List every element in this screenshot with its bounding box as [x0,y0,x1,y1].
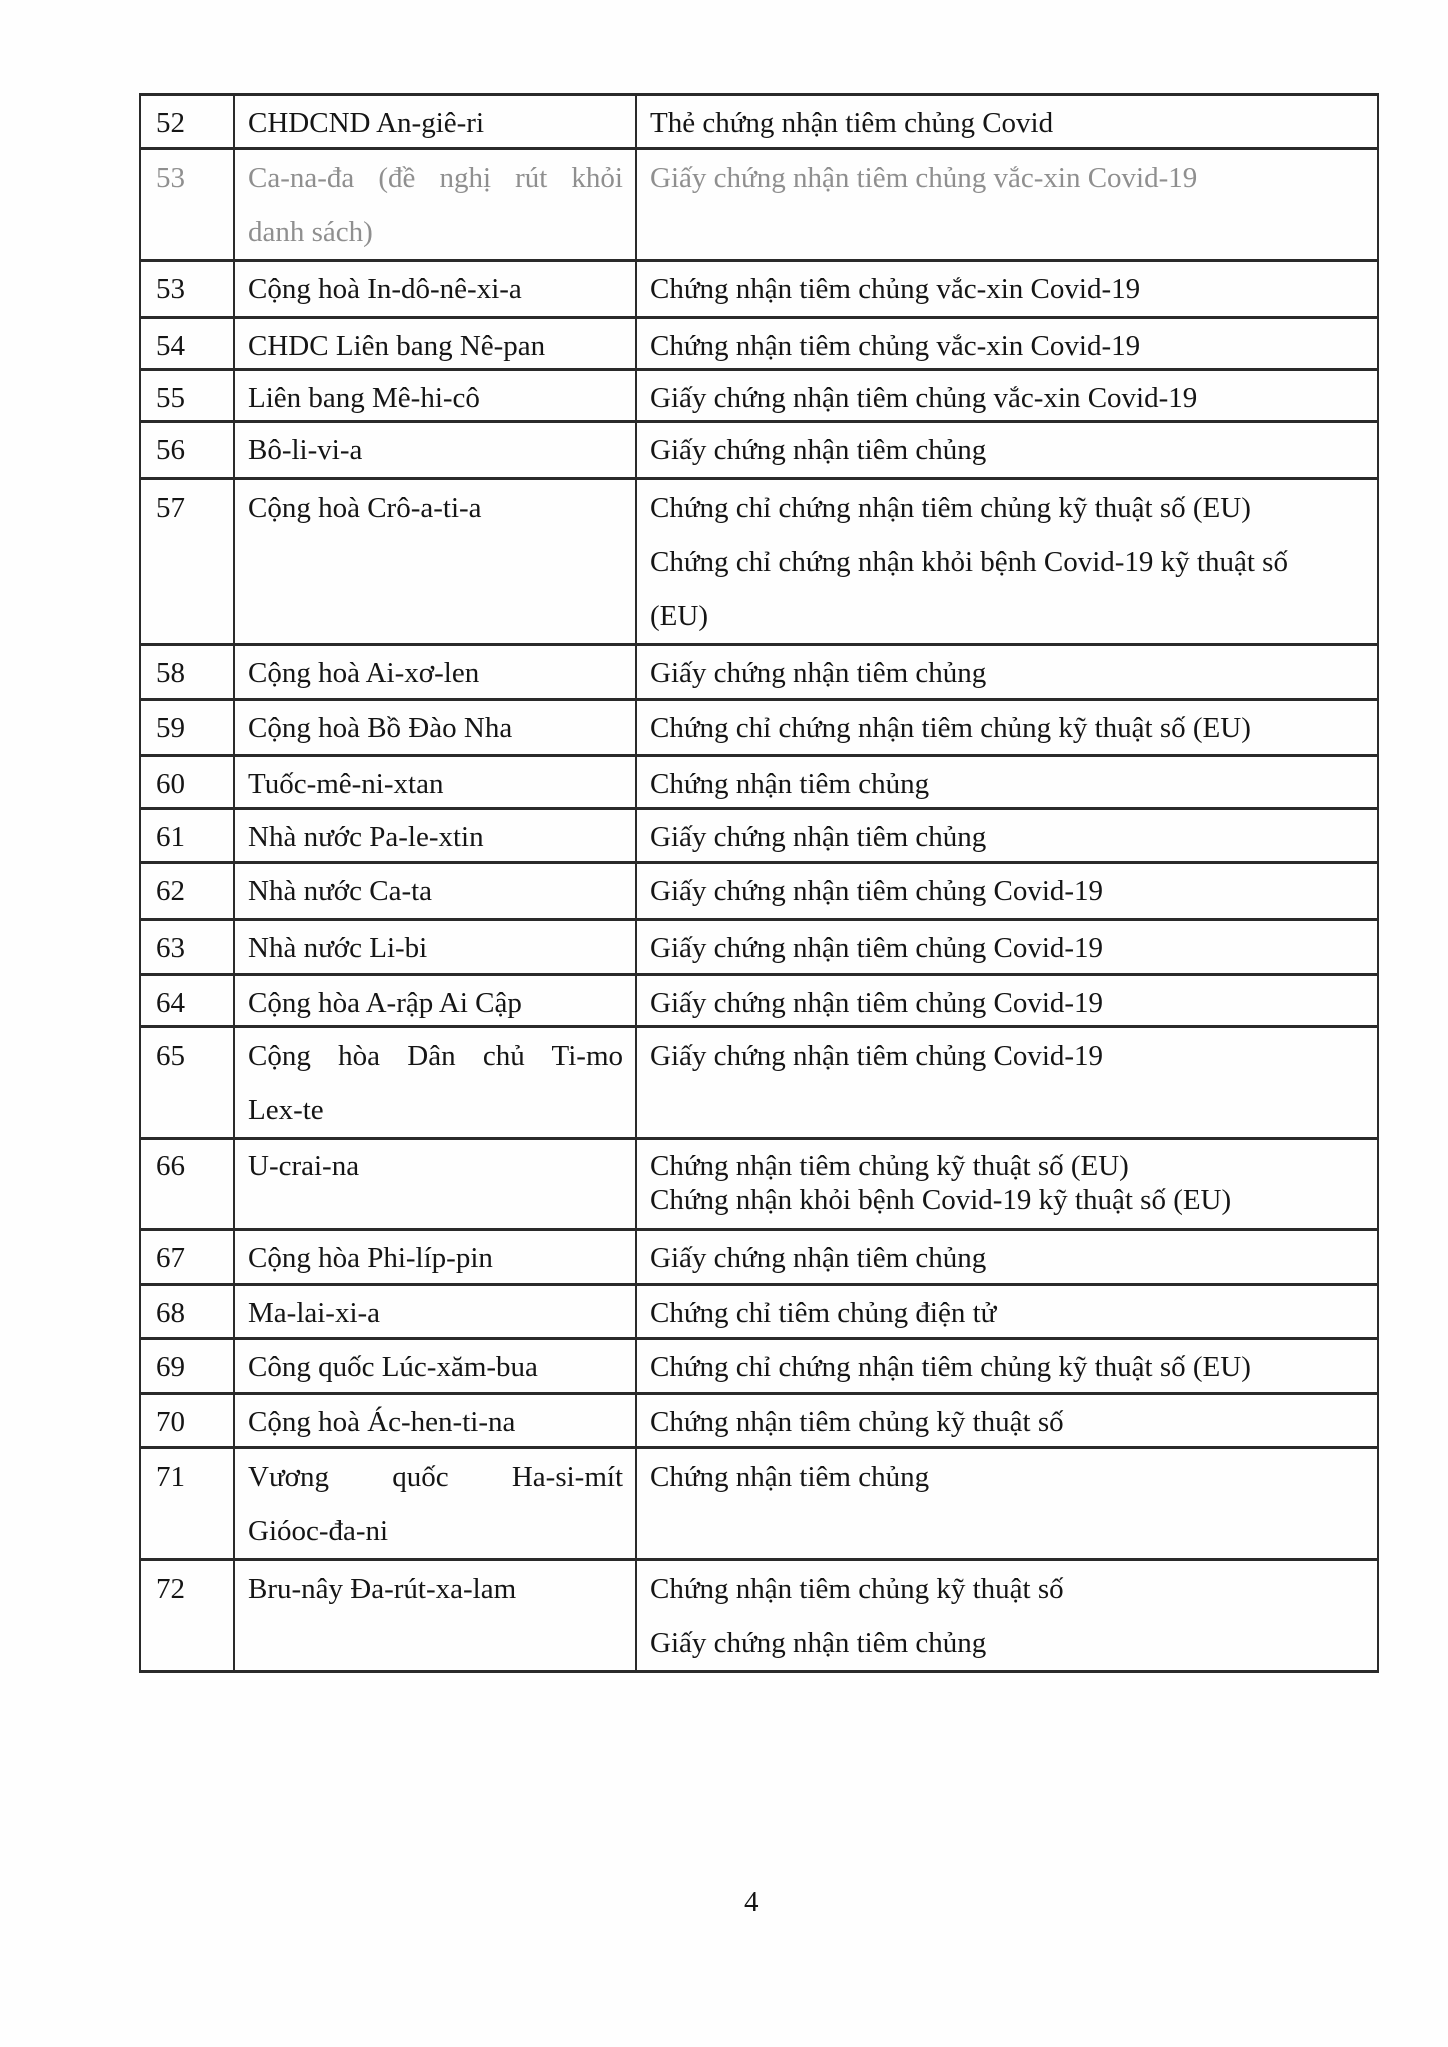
row-number-cell [140,975,234,1027]
table-row [140,261,1378,318]
row-number-cell [140,1139,234,1230]
row-number-cell [140,1394,234,1448]
row-number: 62 [156,875,185,907]
country-line: Ma-lai-xi-a [248,1297,381,1329]
row-number-cell [140,863,234,920]
certificate-line: Giấy chứng nhận tiêm chủng Covid-19 [650,932,1104,964]
certificate-line: Giấy chứng nhận tiêm chủng [650,657,987,689]
table-row [140,318,1378,370]
country-cell [234,1560,636,1672]
country-cell [234,1285,636,1339]
country-line: Cộng hoà Crô-a-ti-a [248,492,482,524]
certificate-line: Chứng nhận khỏi bệnh Covid-19 kỹ thuật số (EU) [650,1184,1232,1216]
certificate-cell [636,1139,1378,1230]
row-number: 68 [156,1297,185,1329]
country-line: Cộng hoà Bồ Đào Nha [248,712,513,744]
country-cell [234,1448,636,1560]
table-row [140,1285,1378,1339]
table-row [140,1230,1378,1285]
country-line: Bô-li-vi-a [248,434,363,466]
certificate-cell [636,809,1378,863]
certificate-cell [636,149,1378,261]
row-number: 72 [156,1573,185,1605]
row-number-cell [140,1448,234,1560]
certificate-line: Giấy chứng nhận tiêm chủng vắc-xin Covid-19 [650,382,1198,414]
country-cell [234,1230,636,1285]
country-cell [234,1339,636,1394]
row-number: 58 [156,657,185,689]
certificate-line: Thẻ chứng nhận tiêm chủng Covid [650,107,1054,139]
table-row [140,422,1378,479]
certificate-cell [636,261,1378,318]
certificates-table [139,93,1379,1673]
certificate-cell [636,1230,1378,1285]
country-cell [234,95,636,149]
country-line: Ca-na-đa (đề nghị rút khỏi [248,162,623,194]
row-number-cell [140,700,234,756]
certificate-cell [636,863,1378,920]
row-number: 53 [156,162,185,194]
certificate-line: Giấy chứng nhận tiêm chủng [650,1242,987,1274]
table-row [140,1339,1378,1394]
table-row [140,1027,1378,1139]
certificate-cell [636,1285,1378,1339]
country-cell [234,756,636,809]
certificate-line: Giấy chứng nhận tiêm chủng Covid-19 [650,1040,1104,1072]
country-cell [234,370,636,422]
row-number: 53 [156,273,185,305]
table-row [140,1448,1378,1560]
row-number-cell [140,422,234,479]
certificate-cell [636,95,1378,149]
country-cell [234,645,636,700]
country-line: U-crai-na [248,1150,360,1182]
table-row [140,370,1378,422]
certificate-line: Giấy chứng nhận tiêm chủng Covid-19 [650,875,1104,907]
certificate-line: Giấy chứng nhận tiêm chủng [650,434,987,466]
row-number: 63 [156,932,185,964]
country-cell [234,700,636,756]
certificate-line: Chứng nhận tiêm chủng vắc-xin Covid-19 [650,273,1141,305]
country-cell [234,422,636,479]
country-line: Cộng hoà Ác-hen-ti-na [248,1406,516,1438]
certificate-cell [636,1448,1378,1560]
table-row [140,809,1378,863]
certificate-cell [636,645,1378,700]
row-number-cell [140,261,234,318]
row-number-cell [140,1339,234,1394]
certificate-line: Giấy chứng nhận tiêm chủng vắc-xin Covid-19 [650,162,1198,194]
country-line: Cộng hòa Phi-líp-pin [248,1242,493,1274]
certificate-line: Giấy chứng nhận tiêm chủng [650,821,987,853]
table-row [140,1394,1378,1448]
country-line: Cộng hoà Ai-xơ-len [248,657,480,689]
row-number-cell [140,318,234,370]
certificate-line: Chứng chỉ chứng nhận khỏi bệnh Covid-19 kỹ thuật số [650,546,1288,578]
table-row [140,645,1378,700]
country-cell [234,149,636,261]
row-number: 71 [156,1461,185,1493]
country-line: Tuốc-mê-ni-xtan [248,768,444,800]
certificate-line: Chứng chỉ chứng nhận tiêm chủng kỹ thuật số (EU) [650,492,1251,524]
country-line: Lex-te [248,1094,324,1126]
certificate-line: Chứng nhận tiêm chủng kỹ thuật số [650,1406,1064,1438]
row-number: 56 [156,434,185,466]
country-line: Cộng hoà In-dô-nê-xi-a [248,273,522,305]
certificate-cell [636,975,1378,1027]
certificate-cell [636,370,1378,422]
certificate-line: Chứng chỉ tiêm chủng điện tử [650,1297,997,1329]
row-number-cell [140,1027,234,1139]
country-line: Công quốc Lúc-xăm-bua [248,1351,538,1383]
table-row [140,479,1378,645]
row-number: 55 [156,382,185,414]
table-row [140,975,1378,1027]
table-row [140,1139,1378,1230]
certificate-line: (EU) [650,600,708,632]
country-line: Gióoc-đa-ni [248,1515,389,1547]
row-number: 54 [156,330,185,362]
certificate-cell [636,1339,1378,1394]
certificates-table-body [140,95,1378,1672]
certificate-line: Chứng nhận tiêm chủng kỹ thuật số [650,1573,1064,1605]
row-number-cell [140,1560,234,1672]
certificate-line: Giấy chứng nhận tiêm chủng Covid-19 [650,987,1104,1019]
row-number: 65 [156,1040,185,1072]
country-cell [234,975,636,1027]
country-cell [234,1139,636,1230]
certificate-cell [636,1394,1378,1448]
certificate-line: Giấy chứng nhận tiêm chủng [650,1627,987,1659]
row-number-cell [140,149,234,261]
certificate-line: Chứng nhận tiêm chủng [650,768,930,800]
certificate-cell [636,479,1378,645]
certificate-cell [636,422,1378,479]
table-row [140,920,1378,975]
country-cell [234,1027,636,1139]
country-line: CHDCND An-giê-ri [248,107,485,139]
row-number-cell [140,920,234,975]
row-number-cell [140,809,234,863]
country-cell [234,318,636,370]
country-cell [234,261,636,318]
row-number: 66 [156,1150,185,1182]
row-number: 64 [156,987,185,1019]
row-number-cell [140,1230,234,1285]
page-number: 4 [744,1886,759,1918]
row-number: 69 [156,1351,185,1383]
row-number: 67 [156,1242,185,1274]
country-line: Nhà nước Ca-ta [248,875,433,907]
certificate-cell [636,700,1378,756]
country-line: Bru-nây Đa-rút-xa-lam [248,1573,517,1605]
certificate-cell [636,1560,1378,1672]
row-number: 52 [156,107,185,139]
country-line: Nhà nước Pa-le-xtin [248,821,484,853]
country-cell [234,809,636,863]
table-row [140,700,1378,756]
table-row [140,756,1378,809]
country-cell [234,863,636,920]
country-cell [234,920,636,975]
row-number: 57 [156,492,185,524]
row-number-cell [140,1285,234,1339]
row-number: 70 [156,1406,185,1438]
country-line: Cộng hòa A-rập Ai Cập [248,987,522,1019]
row-number: 60 [156,768,185,800]
certificate-line: Chứng nhận tiêm chủng vắc-xin Covid-19 [650,330,1141,362]
certificate-cell [636,1027,1378,1139]
row-number: 59 [156,712,185,744]
table-row [140,95,1378,149]
country-line: CHDC Liên bang Nê-pan [248,330,546,362]
country-line: Nhà nước Li-bi [248,932,428,964]
certificate-line: Chứng nhận tiêm chủng kỹ thuật số (EU) [650,1150,1129,1182]
row-number: 61 [156,821,185,853]
certificate-cell [636,756,1378,809]
country-line: Liên bang Mê-hi-cô [248,382,480,414]
country-line: Vương quốc Ha-si-mít [248,1461,623,1493]
country-cell [234,1394,636,1448]
country-line: Cộng hòa Dân chủ Ti-mo [248,1040,623,1072]
certificate-cell [636,920,1378,975]
country-cell [234,479,636,645]
row-number-cell [140,95,234,149]
table-row [140,863,1378,920]
row-number-cell [140,756,234,809]
row-number-cell [140,479,234,645]
certificate-cell [636,318,1378,370]
table-row [140,1560,1378,1672]
table-row [140,149,1378,261]
certificate-line: Chứng chỉ chứng nhận tiêm chủng kỹ thuật số (EU) [650,1351,1251,1383]
row-number-cell [140,645,234,700]
certificate-line: Chứng nhận tiêm chủng [650,1461,930,1493]
row-number-cell [140,370,234,422]
certificate-line: Chứng chỉ chứng nhận tiêm chủng kỹ thuật số (EU) [650,712,1251,744]
country-line: danh sách) [248,216,373,248]
